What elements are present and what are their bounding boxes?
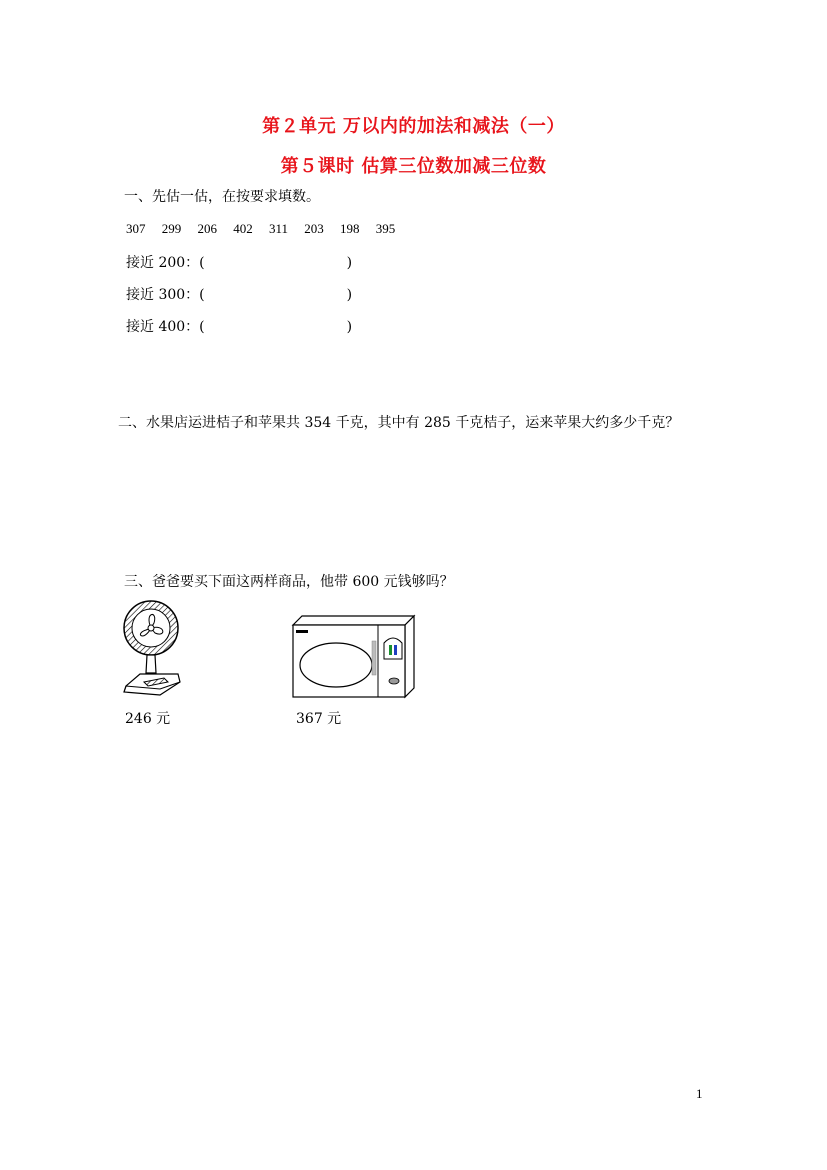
section3-question: 三、爸爸要买下面这两样商品，他带 600 元钱够吗？ [124, 574, 454, 590]
microwave-price: 367 元 [296, 711, 342, 727]
section2-question: 二、水果店运进桔子和苹果共 354 千克，其中有 285 千克桔子，运来苹果大约多少千克？ [118, 415, 680, 431]
section1-heading: 一、先估一估，在按要求填数。 [124, 189, 320, 205]
number-list [126, 221, 408, 237]
number-item: 198 [340, 221, 360, 236]
number-item: 206 [197, 221, 217, 236]
page-number: 1 [696, 1086, 703, 1101]
number-item: 395 [375, 221, 396, 236]
number-item: 203 [304, 221, 324, 236]
fill-row-300 [126, 284, 352, 304]
number-item: 307 [126, 221, 146, 236]
fill-row-label: 接近 200：( [126, 255, 205, 271]
number-item: 311 [269, 221, 289, 236]
fill-row-label: 接近 300：( [126, 287, 205, 303]
fill-row-close: ) [346, 255, 353, 271]
lesson-title: 第５课时 估算三位数加减三位数 [280, 156, 547, 177]
unit-title: 第２单元 万以内的加法和减法（一） [262, 116, 565, 137]
fill-row-label: 接近 400：( [126, 319, 205, 335]
number-item: 299 [161, 221, 182, 236]
fill-row-close: ) [346, 319, 353, 335]
fill-row-200 [126, 252, 352, 272]
fill-row-400 [126, 316, 352, 336]
number-item: 402 [233, 221, 253, 236]
electric-fan-icon [120, 598, 186, 698]
fill-row-close: ) [346, 287, 353, 303]
fan-price: 246 元 [125, 711, 171, 727]
microwave-oven-icon [290, 613, 418, 699]
